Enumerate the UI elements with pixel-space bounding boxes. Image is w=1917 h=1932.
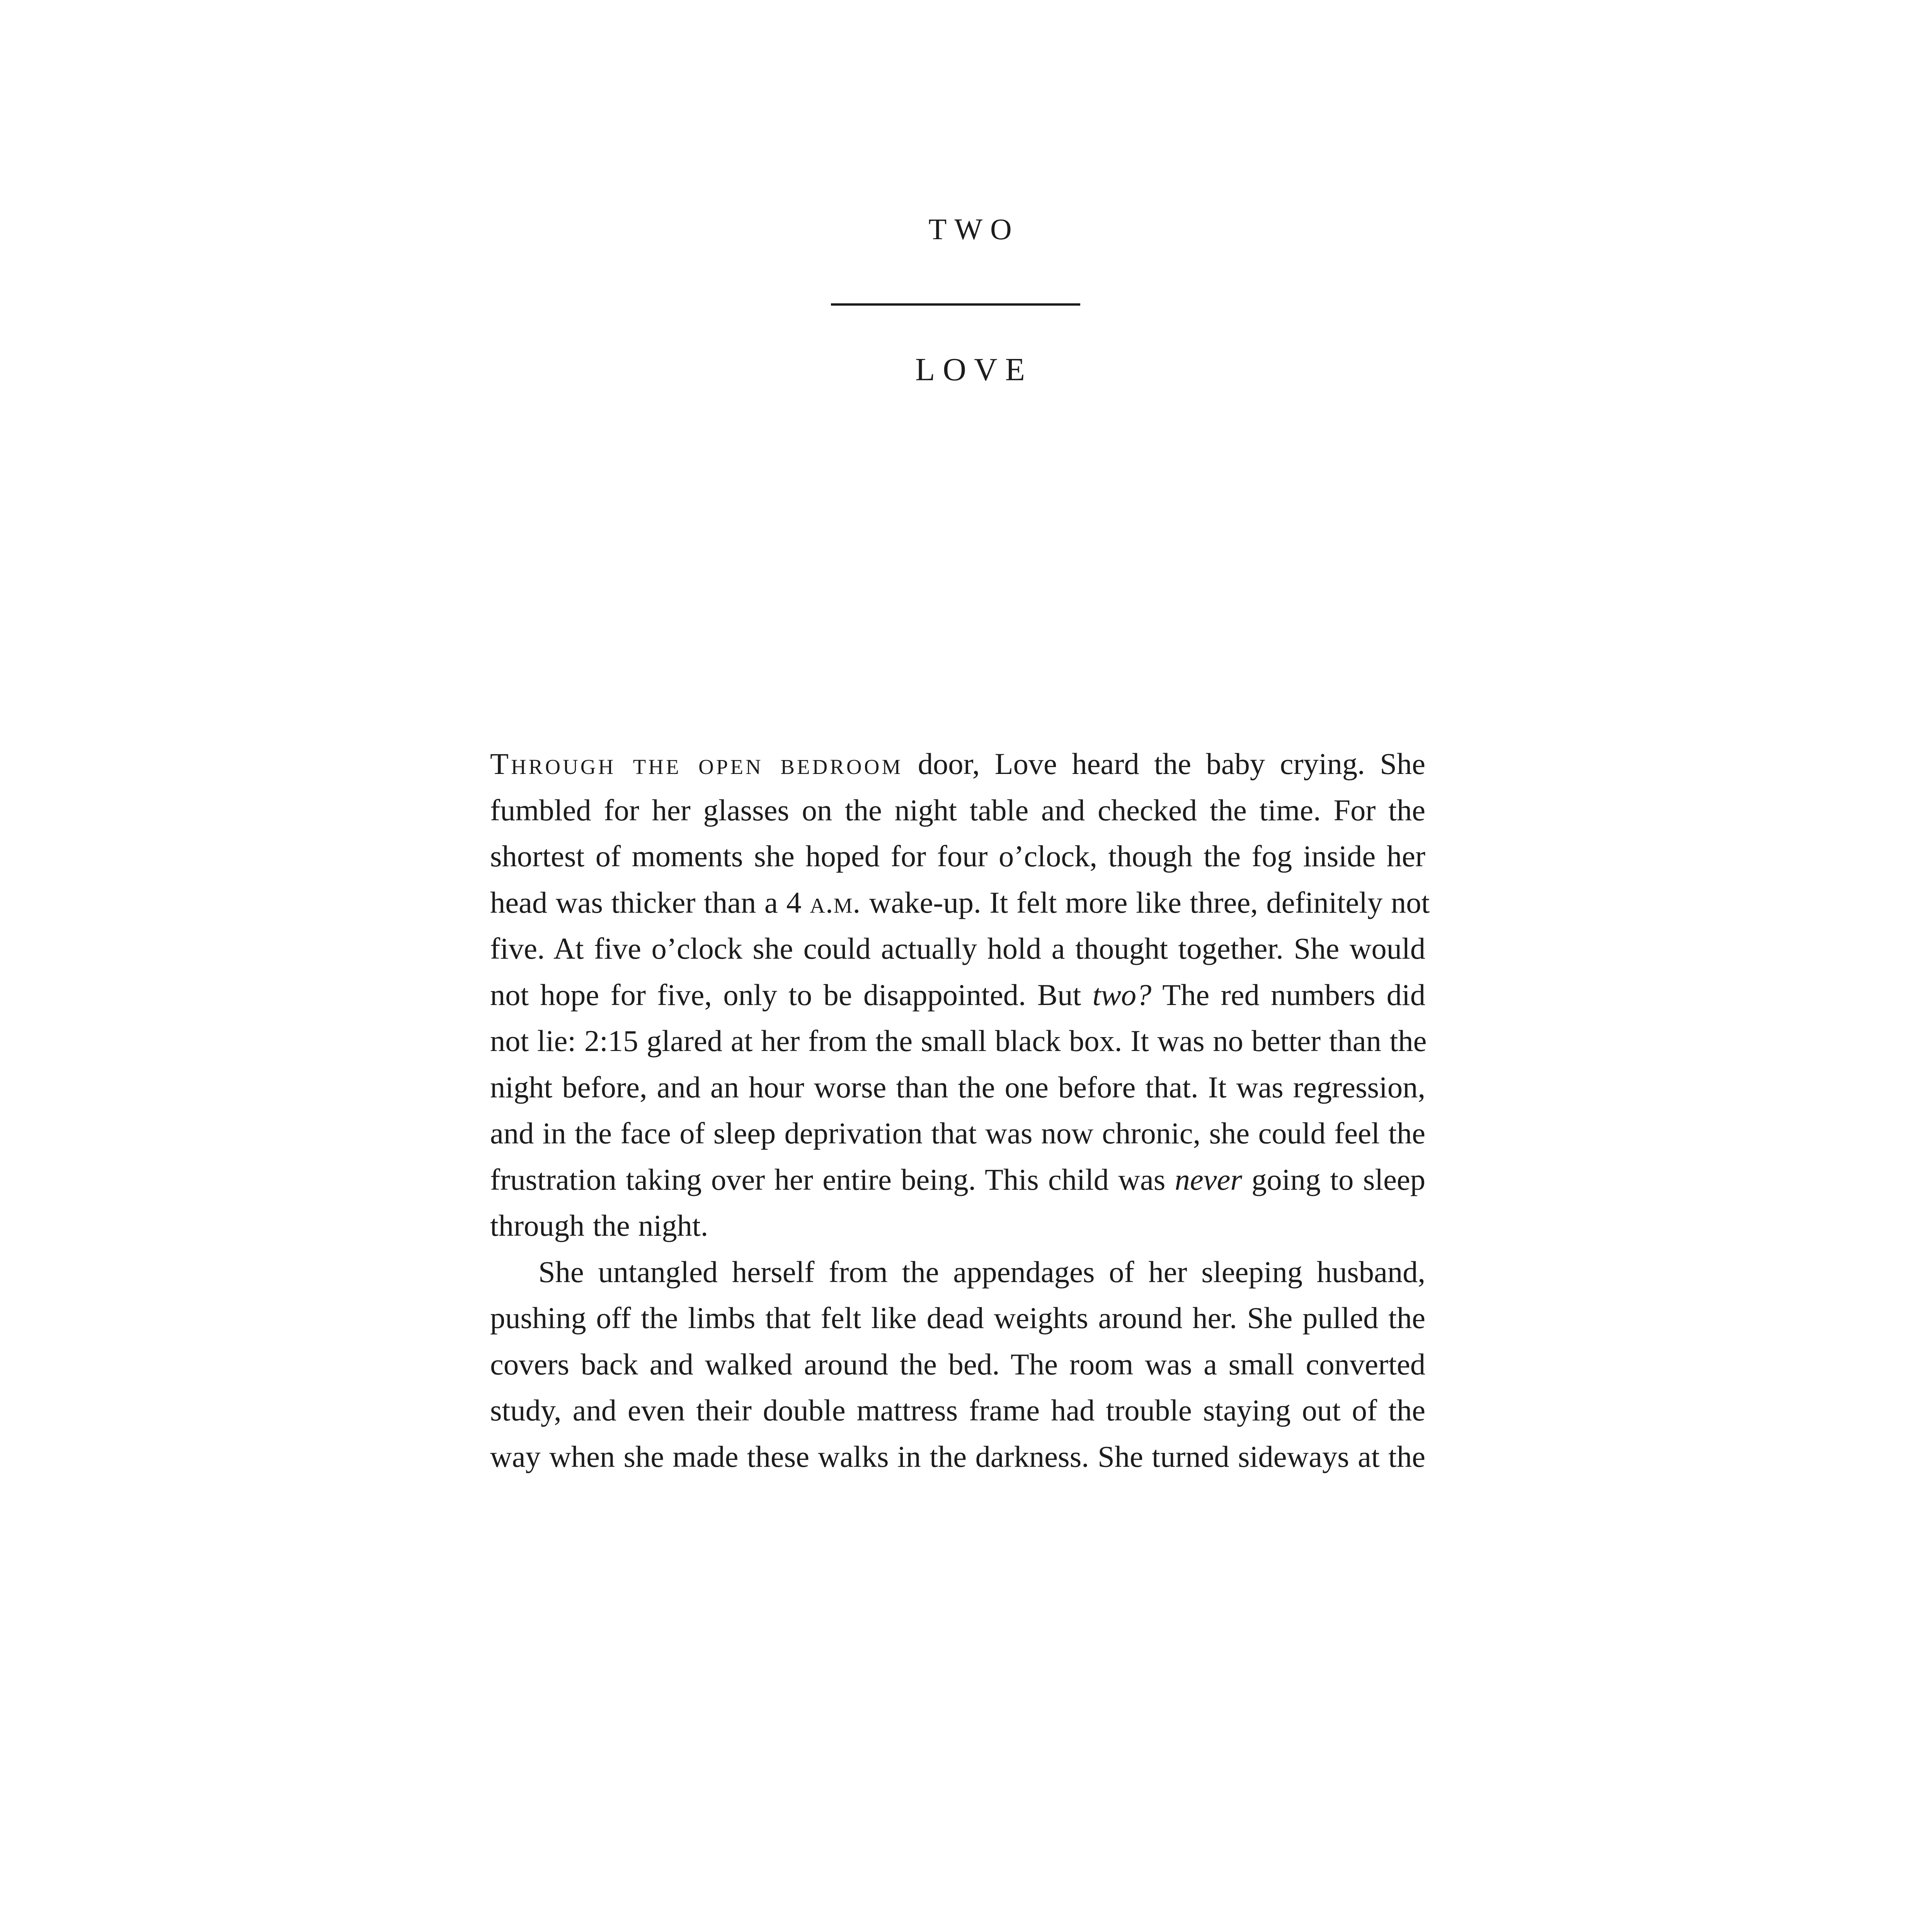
text-run: door, Love heard the baby crying. She [903,747,1425,781]
text-run: not lie: 2:15 glared at her from the small black box. It was no better than the [490,1024,1427,1058]
body-text [490,741,1430,1480]
text-line [490,1018,1425,1064]
paragraph [490,1249,1425,1480]
text-run: and in the face of sleep deprivation that was now chronic, she could feel the [490,1116,1425,1150]
text-line [490,1249,1425,1295]
text-run: a.m. [810,885,861,919]
text-run: never [1175,1162,1242,1196]
text-line [490,833,1425,879]
text-run: five. At five o’clock she could actually hold a thought together. She would [490,932,1425,965]
text-line [490,1110,1425,1156]
chapter-number: TWO [928,213,1020,246]
text-run: She untangled herself from the appendages of her sleeping husband, [538,1255,1425,1289]
text-run: The red numbers did [1151,978,1425,1012]
text-line [490,1202,1425,1249]
text-run: Through the open bedroom [490,747,903,781]
text-line [490,787,1425,833]
text-line [490,1434,1425,1480]
text-run: through the night. [490,1209,708,1242]
text-run: night before, and an hour worse than the one before that. It was regression, [490,1070,1425,1104]
chapter-title: LOVE [915,352,1033,388]
text-run: going to sleep [1242,1162,1426,1196]
chapter-divider [831,303,1080,306]
paragraph [490,741,1430,1249]
text-line [490,1064,1425,1111]
text-line [490,1295,1425,1341]
text-line [490,972,1425,1018]
text-run: way when she made these walks in the darkness. She turned sideways at the [490,1439,1425,1473]
text-run: covers back and walked around the bed. The room was a small converted [490,1347,1425,1381]
text-run: not hope for five, only to be disappointed. But [490,978,1093,1012]
text-line [490,879,1430,926]
text-run: shortest of moments she hoped for four o’clock, though the fog inside her [490,839,1425,873]
text-run: frustration taking over her entire being. This child was [490,1162,1175,1196]
text-run: fumbled for her glasses on the night table and checked the time. For the [490,793,1425,827]
text-line [490,1387,1425,1434]
text-line [490,1156,1425,1203]
text-run: pushing off the limbs that felt like dead weights around her. She pulled the [490,1301,1425,1335]
text-run: two? [1092,978,1152,1012]
text-line [490,741,1425,787]
text-line [490,925,1425,972]
text-run: head was thicker than a 4 [490,885,810,919]
text-line [490,1341,1425,1388]
text-run: wake-up. It felt more like three, definitely not [861,885,1430,919]
text-run: study, and even their double mattress frame had trouble staying out of the [490,1393,1425,1427]
